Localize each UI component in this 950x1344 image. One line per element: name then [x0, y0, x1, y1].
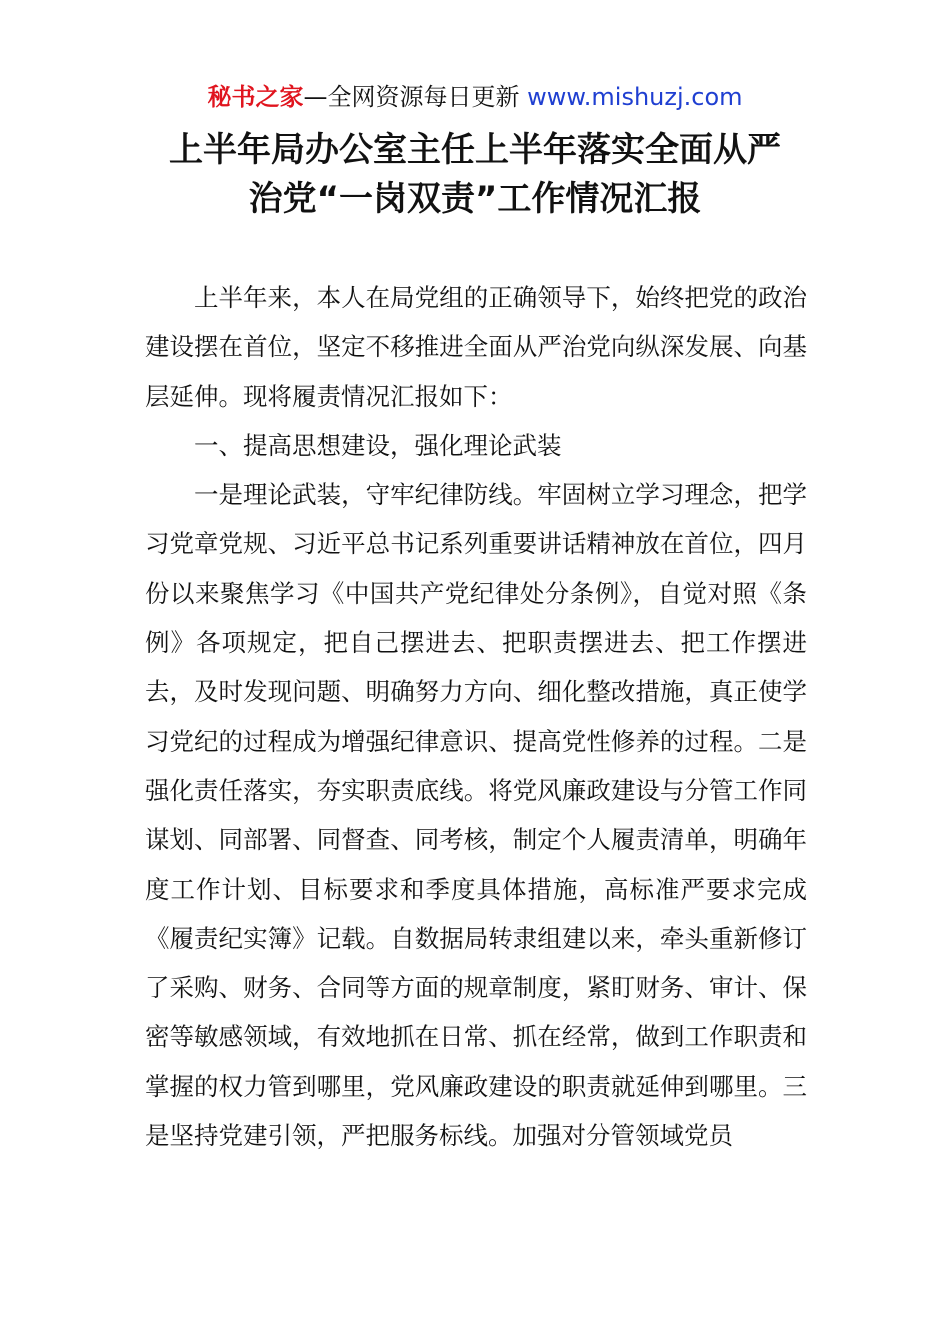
- intro-paragraph: 上半年来，本人在局党组的正确领导下，始终把党的政治建设摆在首位，坚定不移推进全面从严治党向纵深发展、向基层延伸。现将履责情况汇报如下：: [145, 283, 807, 411]
- body-paragraph: 一是理论武装，守牢纪律防线。牢固树立学习理念，把学习党章党规、习近平总书记系列重要讲话精神放在首位，四月份以来聚焦学习《中国共产党纪律处分条例》，自觉对照《条例》各项规定，把自己摆进去、把职责摆进去、把工作摆进去，及时发现问题、明确努力方向、细化整改措施，真正使学习党纪的过程成为增强纪律意识、提高党性修养的过程。二是强化责任落实，夯实职责底线。将党风廉政建设与分管工作同谋划、同部署、同督查、同考核，制定个人履责清单，明确年度工作计划、目标要求和季度具体措施，高标准严要求完成《履责纪实簿》记载。自数据局转隶组建以来，牵头重新修订了采购、财务、合同等方面的规章制度，紧盯财务、审计、保密等敏感领域，有效地抓在日常、抓在经常，做到工作职责和掌握的权力管到哪里，党风廉政建设的职责就延伸到哪里。三是坚持党建引领，严把服务标线。加强对分管领域党员: [145, 480, 807, 1151]
- document-body: [145, 273, 807, 1160]
- section-heading: 一、提高思想建设，强化理论武装: [194, 430, 562, 460]
- site-header: [0, 80, 950, 114]
- header-tagline: —全网资源每日更新: [303, 83, 528, 111]
- brand-name: 秘书之家: [207, 83, 304, 111]
- title-line-1: 上半年局办公室主任上半年落实全面从严: [169, 130, 781, 170]
- document-title: [100, 126, 850, 224]
- site-url-link[interactable]: www.mishuzj.com: [527, 83, 743, 111]
- title-line-2: 治党“一岗双责”工作情况汇报: [248, 179, 702, 219]
